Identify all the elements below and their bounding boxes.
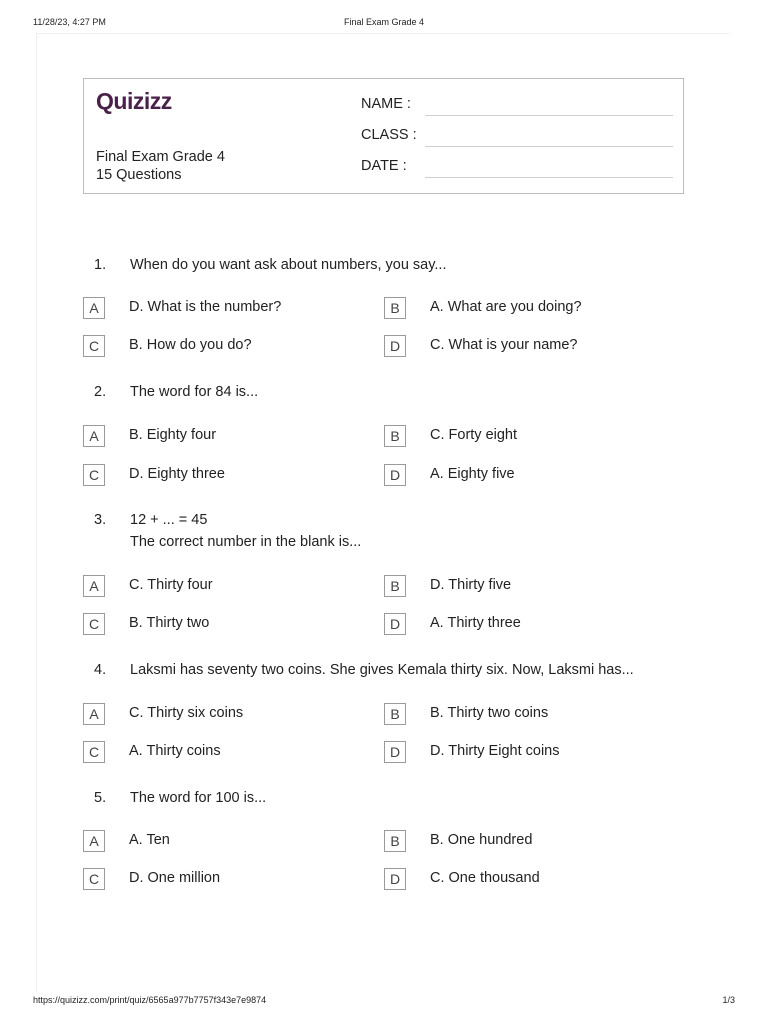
page-url: https://quizizz.com/print/quiz/6565a977b7757f343e7e9874 [33, 995, 267, 1005]
option-letter-box: D [384, 741, 406, 763]
name-field [361, 96, 673, 116]
date-label: DATE : [361, 158, 407, 174]
option-letter-box: C [83, 335, 105, 357]
question-number: 5. [94, 790, 107, 806]
option-letter-box: C [83, 741, 105, 763]
option-text: D. What is the number? [129, 299, 282, 315]
class-field [361, 127, 673, 147]
option-text: C. What is your name? [430, 337, 578, 353]
option-text: D. Eighty three [129, 466, 225, 482]
option-text: B. Thirty two coins [430, 705, 549, 721]
option-text: B. Thirty two [129, 615, 210, 631]
print-footer [33, 995, 735, 1007]
question-text: The word for 84 is... [130, 384, 259, 400]
option-text: B. One hundred [430, 832, 533, 848]
option-text: B. How do you do? [129, 337, 252, 353]
quizizz-logo: Quizizz [96, 88, 172, 114]
option-letter-box: B [384, 297, 406, 319]
option-letter-box: D [384, 335, 406, 357]
option-letter-box: D [384, 868, 406, 890]
option-letter-box: C [83, 613, 105, 635]
option-letter-box: C [83, 868, 105, 890]
option-letter-box: D [384, 613, 406, 635]
option-text: C. Thirty six coins [129, 705, 244, 721]
option-text: C. One thousand [430, 870, 540, 886]
page-border-left [36, 33, 37, 991]
class-label: CLASS : [361, 127, 417, 143]
option-text: C. Thirty four [129, 577, 213, 593]
option-letter-box: A [83, 425, 105, 447]
print-date: 11/28/23, 4:27 PM [33, 17, 106, 27]
option-text: A. What are you doing? [430, 299, 582, 315]
option-letter-box: B [384, 703, 406, 725]
quiz-info-box [83, 78, 684, 194]
date-line [425, 157, 673, 178]
option-letter-box: A [83, 830, 105, 852]
option-letter-box: A [83, 297, 105, 319]
question-text: 12 + ... = 45 The correct number in the blank is... [130, 512, 362, 550]
option-letter-box: C [83, 464, 105, 486]
option-text: A. Ten [129, 832, 170, 848]
question-count: 15 Questions [96, 167, 182, 183]
option-text: A. Eighty five [430, 466, 515, 482]
option-text: D. Thirty five [430, 577, 512, 593]
page-border-top [37, 33, 729, 34]
option-text: A. Thirty coins [129, 743, 221, 759]
question-number: 3. [94, 512, 107, 528]
page-number: 1/3 [722, 995, 735, 1005]
option-text: C. Forty eight [430, 427, 518, 443]
question-text: The word for 100 is... [130, 790, 267, 806]
quiz-title: Final Exam Grade 4 [96, 149, 225, 165]
option-letter-box: B [384, 425, 406, 447]
name-line [425, 95, 673, 116]
option-letter-box: B [384, 575, 406, 597]
question-number: 4. [94, 662, 107, 678]
class-line [425, 126, 673, 147]
print-header [33, 17, 735, 29]
question-text: Laksmi has seventy two coins. She gives Kemala thirty six. Now, Laksmi has... [130, 662, 634, 678]
option-letter-box: A [83, 575, 105, 597]
date-field [361, 158, 673, 178]
option-text: D. One million [129, 870, 221, 886]
option-text: D. Thirty Eight coins [430, 743, 560, 759]
question-text: When do you want ask about numbers, you say... [130, 257, 447, 273]
option-text: A. Thirty three [430, 615, 521, 631]
option-letter-box: B [384, 830, 406, 852]
question-number: 2. [94, 384, 107, 400]
question-number: 1. [94, 257, 107, 273]
option-letter-box: D [384, 464, 406, 486]
name-label: NAME : [361, 96, 411, 112]
option-letter-box: A [83, 703, 105, 725]
print-title: Final Exam Grade 4 [343, 17, 425, 27]
option-text: B. Eighty four [129, 427, 217, 443]
